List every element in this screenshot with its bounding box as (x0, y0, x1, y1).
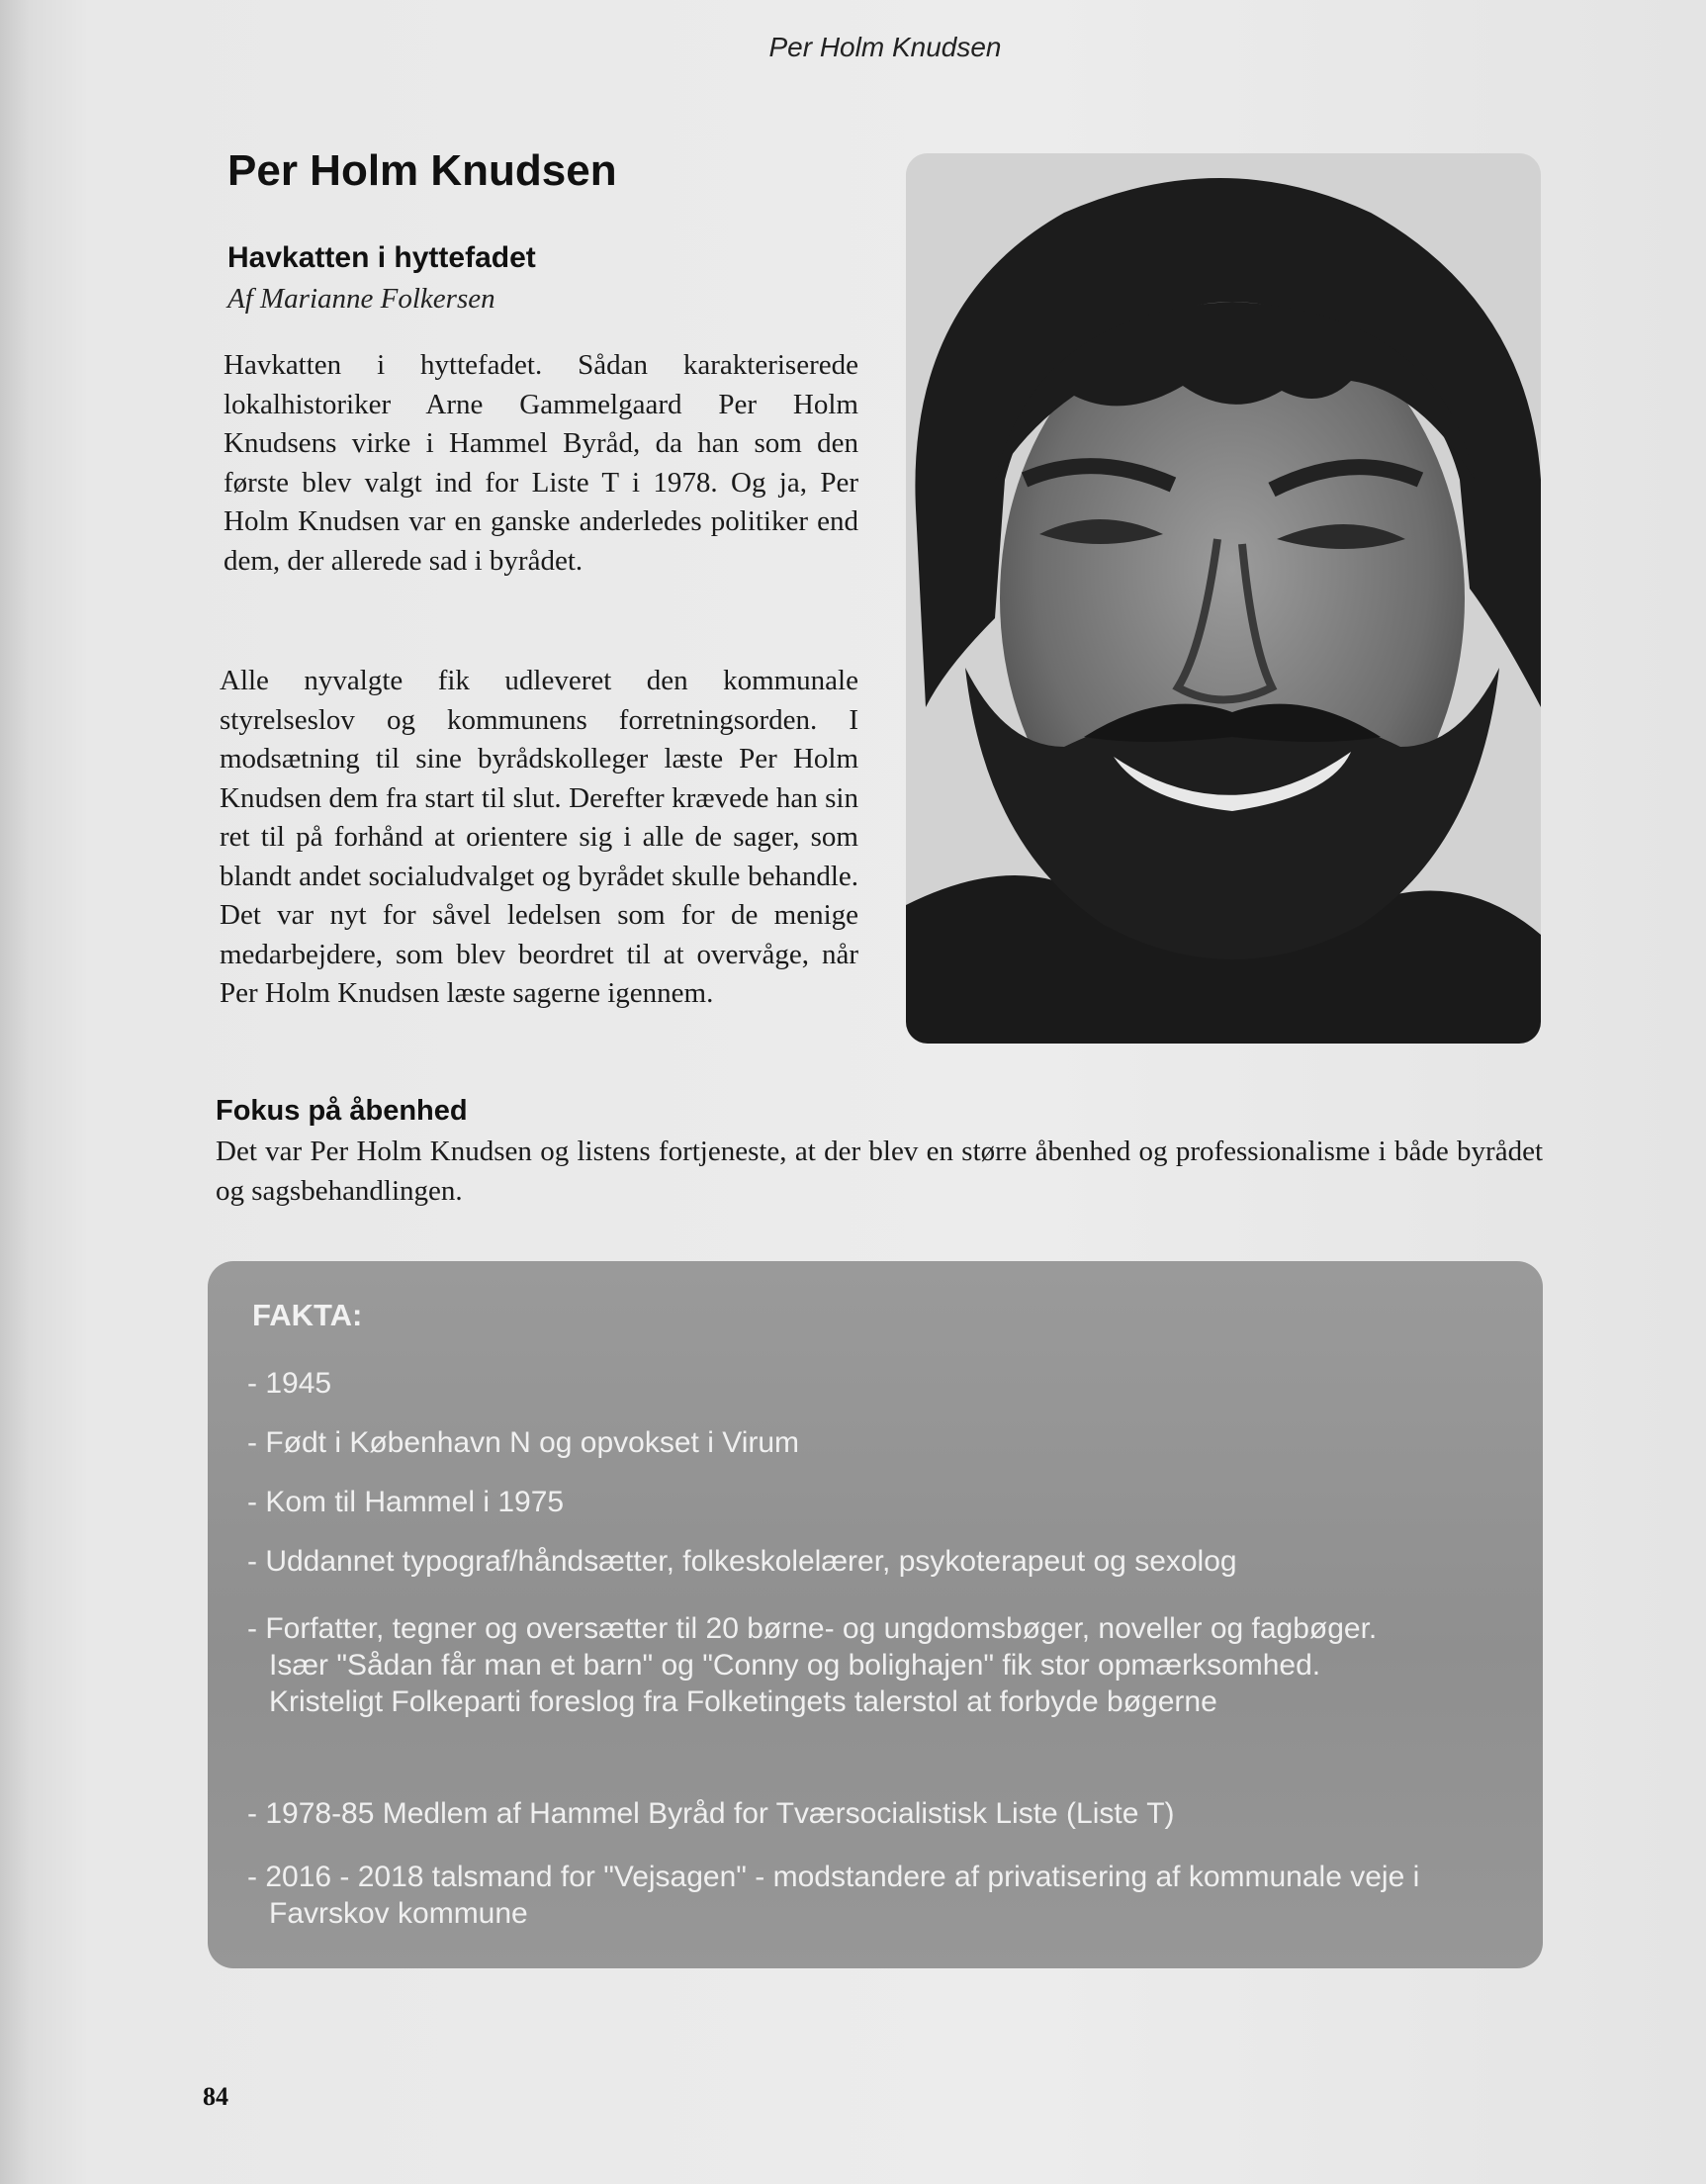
byline: Af Marianne Folkersen (227, 283, 495, 315)
section-heading: Fokus på åbenhed (216, 1095, 468, 1127)
article-title: Per Holm Knudsen (227, 146, 617, 195)
fakta-item: - Kom til Hammel i 1975 (247, 1486, 565, 1518)
fakta-item: - Født i København N og opvokset i Virum (247, 1426, 800, 1459)
section-paragraph: Det var Per Holm Knudsen og listens fortjeneste, at der blev en større åbenhed og professionalisme i både byrådet og sagsbehandlingen. (216, 1136, 1543, 1207)
running-head: Per Holm Knudsen (768, 32, 1002, 62)
fakta-item: - 1945 (247, 1367, 332, 1400)
page-number: 84 (203, 2082, 228, 2111)
paragraph-intro: Havkatten i hyttefadet. Sådan karakteriserede lokalhistoriker Arne Gammelgaard Per Holm Knudsens virke i Hammel Byråd, da han som den første blev valgt ind for Liste T i 1978. Og ja, Per Holm Knudsen var en ganske anderledes politiker end dem, der allerede sad i byrådet. (224, 349, 858, 577)
fakta-item: - Forfatter, tegner og oversætter til 20 børne- og ungdomsbøger, noveller og fagbøger. Især "Sådan får man et barn" og "Conny og bolighajen" fik stor opmærksomhed. Kristeligt Folkeparti foreslog fra Folketingets talerstol at forbyde bøgerne (247, 1612, 1378, 1718)
article-subtitle: Havkatten i hyttefadet (227, 241, 536, 274)
portrait-photo (906, 153, 1541, 1044)
fakta-item: - 2016 - 2018 talsmand for "Vejsagen" - modstandere af privatisering af kommunale veje i Favrskov kommune (247, 1861, 1420, 1930)
fakta-box (208, 1261, 1543, 1968)
fakta-item: - 1978-85 Medlem af Hammel Byråd for Tværsocialistisk Liste (Liste T) (247, 1797, 1175, 1830)
fakta-item: - Uddannet typograf/håndsætter, folkeskolelærer, psykoterapeut og sexolog (247, 1545, 1237, 1578)
fakta-title: FAKTA: (252, 1298, 363, 1332)
paragraph-second: Alle nyvalgte fik udleveret den kommunale styrelseslov og kommunens forretningsorden. I modsætning til sine byrådskolleger læste Per Holm Knudsen dem fra start til slut. Derefter krævede han sin ret til på forhånd at orientere sig i alle de sager, som blandt andet socialudvalget og byrådet skulle behandle. Det var nyt for såvel ledelsen som for de menige medarbejdere, som blev beordret til at overvåge, når Per Holm Knudsen læste sagerne igennem. (220, 665, 858, 1009)
portrait-illustration (906, 153, 1541, 1044)
